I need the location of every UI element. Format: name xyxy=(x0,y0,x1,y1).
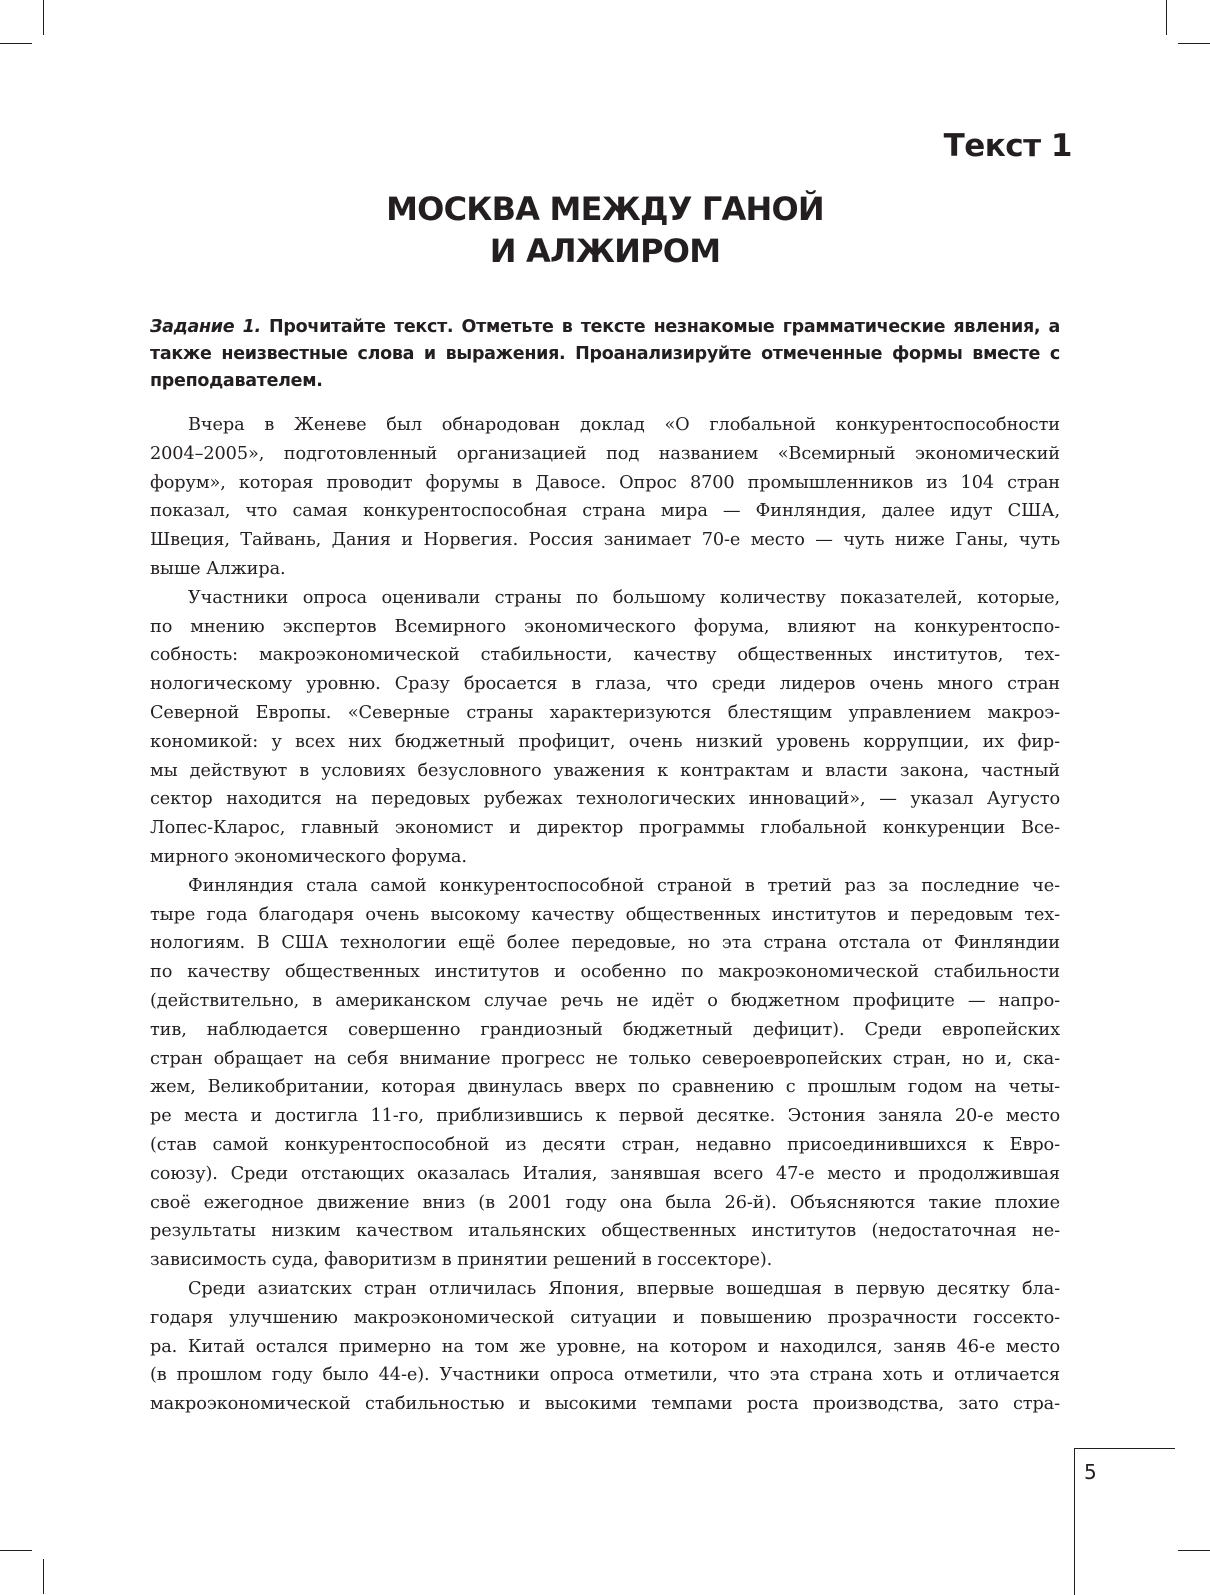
crop-mark xyxy=(1166,0,1167,35)
text-line: годаря улучшению макроэкономической ситуации и повышению прозрачности госсекто- xyxy=(150,1307,1060,1328)
crop-mark xyxy=(0,1550,32,1551)
text-line: (в прошлом году было 44-е). Участники опроса отметили, что эта страна хоть и отличается xyxy=(150,1365,1060,1386)
text-line: зависимость суда, фаворитизм в принятии решений в госсекторе). xyxy=(150,1250,773,1271)
text-line: Среди азиатских стран отличилась Япония, впервые вошедшая в первую десятку бла- xyxy=(188,1278,1060,1299)
text-line: ре места и достигла 11-го, приблизившись к первой десятке. Эстония заняла 20-е место xyxy=(150,1106,1060,1127)
text-line: по качеству общественных институтов и особенно по макроэкономической стабильности xyxy=(150,962,1060,983)
task-text: Прочитайте текст. Отметьте в тексте незнакомые грамматические явления, а также неизвестные слова и выражения. Проанализируйте отмеченные формы вместе с преподавателем. xyxy=(150,317,1060,391)
text-line: нологическому уровню. Сразу бросается в глаза, что среди лидеров очень много стран xyxy=(150,674,1060,695)
crop-mark xyxy=(43,1559,44,1594)
text-line: ра. Китай остался примерно на том же уровне, на котором и находился, заняв 46-е место xyxy=(150,1336,1060,1357)
title-line: МОСКВА МЕЖДУ ГАНОЙ xyxy=(386,190,824,228)
crop-mark xyxy=(1178,43,1210,44)
text-line: стран обращает на себя внимание прогресс не только североевропейских стран, но и, ска- xyxy=(150,1048,1060,1069)
crop-mark xyxy=(1178,1550,1210,1551)
text-line: Вчера в Женеве был обнародован доклад «О глобальной конкурентоспособности xyxy=(188,415,1060,435)
text-line: мы действуют в условиях безусловного уважения к контрактам и власти закона, частный xyxy=(150,760,1060,781)
text-line: союзу). Среди отстающих оказалась Италия, занявшая всего 47-е место и продолжившая xyxy=(150,1163,1060,1184)
task-instruction xyxy=(150,314,1060,395)
text-line: своё ежегодное движение вниз (в 2001 году она была 26-й). Объясняются такие плохие xyxy=(150,1192,1060,1213)
text-line: тив, наблюдается совершенно грандиозный бюджетный дефицит). Среди европейских xyxy=(150,1019,1060,1040)
text-line: жем, Великобритании, которая двинулась вверх по сравнению с прошлым годом на четы- xyxy=(150,1077,1060,1098)
text-line: (действительно, в американском случае речь не идёт о бюджетном профиците — напро- xyxy=(150,990,1060,1011)
text-line: Участники опроса оценивали страны по большому количеству показателей, которые, xyxy=(188,587,1060,608)
text-line: нологиям. В США технологии ещё более передовые, но эта страна отстала от Финляндии xyxy=(150,933,1060,954)
task-label: Задание 1. xyxy=(150,317,261,337)
page-title xyxy=(150,188,1060,272)
text-line: (став самой конкурентоспособной из десяти стран, недавно присоединившихся к Евро- xyxy=(150,1134,1060,1155)
text-line: форум», которая проводит форумы в Давосе. Опрос 8700 промышленников из 104 стран xyxy=(150,472,1060,493)
page-number: 5 xyxy=(1084,1460,1097,1484)
crop-mark xyxy=(43,0,44,35)
text-line: кономикой: у всех них бюджетный профицит, очень низкий уровень коррупции, их фир- xyxy=(150,731,1060,752)
text-line: результаты низким качеством итальянских общественных институтов (недостаточная не- xyxy=(150,1221,1060,1242)
text-line: собность: макроэкономической стабильности, качеству общественных институтов, тех- xyxy=(150,645,1060,666)
title-line: И АЛЖИРОМ xyxy=(489,232,721,270)
text-line: Северной Европы. «Северные страны характеризуются блестящим управлением макроэ- xyxy=(150,702,1060,723)
text-line: Лопес-Кларос, главный экономист и директор программы глобальной конкуренции Все- xyxy=(150,818,1060,839)
text-line: сектор находится на передовых рубежах технологических инноваций», — указал Аугусто xyxy=(150,789,1060,810)
text-line: по мнению экспертов Всемирного экономического форума, влияют на конкурентоспо- xyxy=(150,616,1060,637)
text-line: мирного экономического форума. xyxy=(150,846,467,867)
text-line: тыре года благодаря очень высокому качеству общественных институтов и передовым тех- xyxy=(150,904,1060,925)
text-number-heading: Текст 1 xyxy=(943,128,1072,164)
text-line: макроэкономической стабильностью и высокими темпами роста производства, зато стра- xyxy=(150,1394,1060,1415)
article-body xyxy=(150,411,1060,1419)
text-line: Финляндия стала самой конкурентоспособной страной в третий раз за последние че- xyxy=(188,875,1060,896)
text-line: выше Алжира. xyxy=(150,558,286,579)
text-line: Швеция, Тайвань, Дания и Норвегия. Россия занимает 70-е место — чуть ниже Ганы, чуть xyxy=(150,530,1060,551)
text-line: 2004–2005», подготовленный организацией под названием «Всемирный экономический xyxy=(150,443,1060,464)
text-line: показал, что самая конкурентоспособная страна мира — Финляндия, далее идут США, xyxy=(150,501,1060,522)
crop-mark xyxy=(0,43,32,44)
